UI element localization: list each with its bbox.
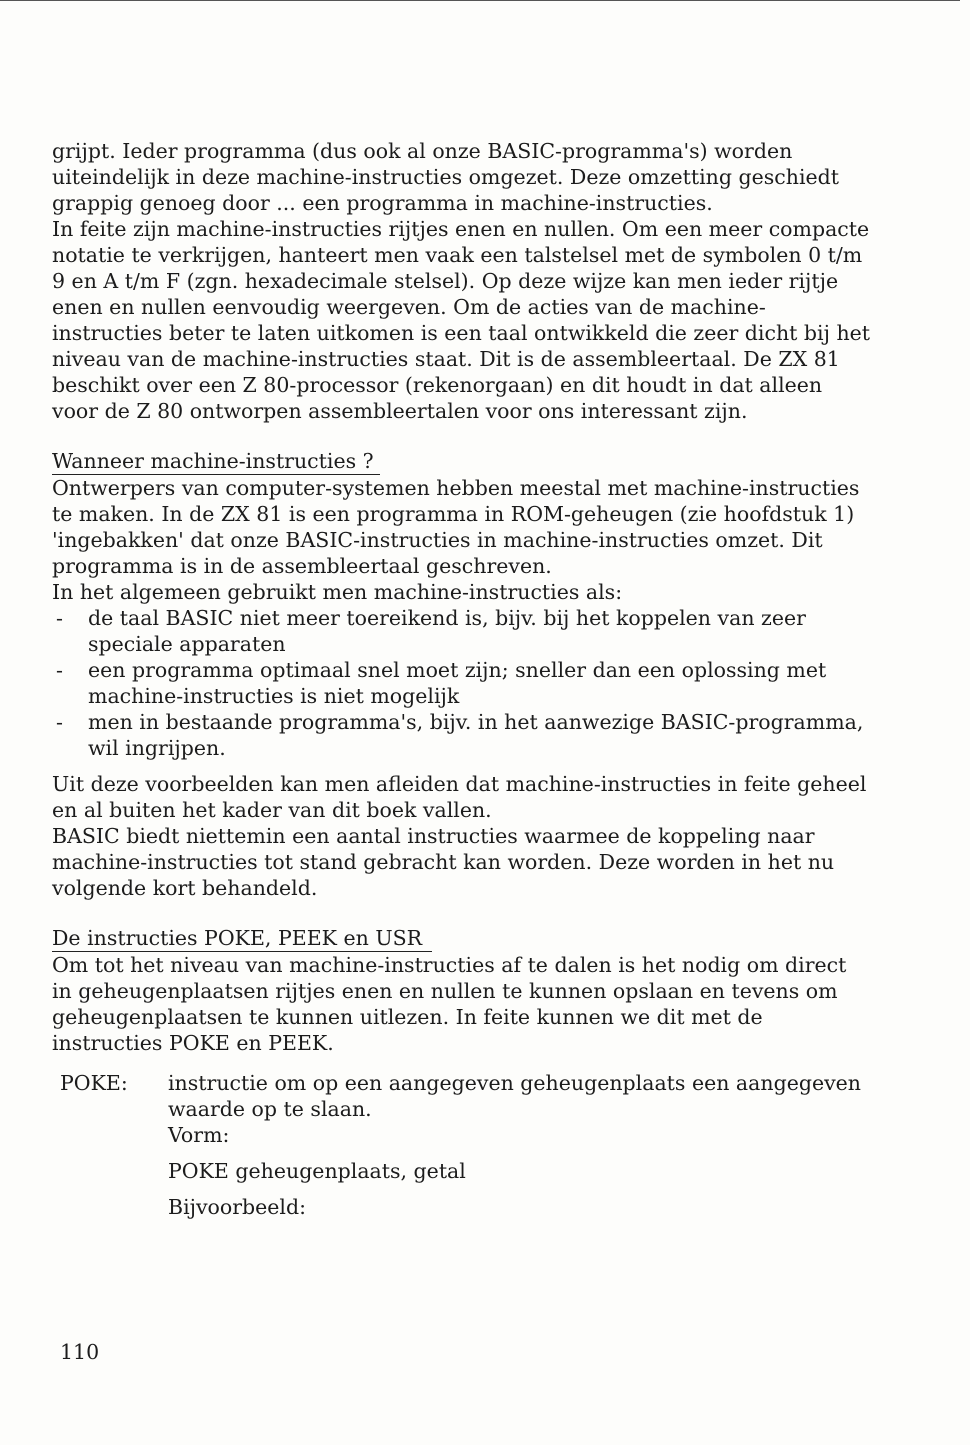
list-item: - de taal BASIC niet meer toereikend is, bijv. bij het koppelen van zeer speciale apparaten <box>56 606 806 656</box>
definition-term: POKE: <box>60 1071 128 1095</box>
section-heading-poke-peek-usr: De instructies POKE, PEEK en USR <box>52 925 432 952</box>
bullet-list <box>52 605 872 761</box>
definition-text: instructie om op een aangegeven geheugenplaats een aangegeven waarde op te slaan. <box>168 1071 861 1121</box>
form-label: Vorm: <box>168 1123 230 1147</box>
example-label: Bijvoorbeeld: <box>168 1195 307 1219</box>
paragraph: Om tot het niveau van machine-instructies af te dalen is het nodig om direct in geheugenplaatsen rijtjes enen en nullen te kunnen opslaan en tevens om geheugenplaatsen te kunnen uitlezen. In feite kunnen we dit met de instructies POKE en PEEK. <box>52 953 847 1055</box>
paragraph: grijpt. Ieder programma (dus ook al onze BASIC-programma's) worden uiteindelijk in deze machine-instructies omgezet. Deze omzetting geschiedt grappig genoeg door ... een programma in machine-instructies. <box>52 139 840 215</box>
list-item: - men in bestaande programma's, bijv. in het aanwezige BASIC-programma, wil ingrijpen. <box>56 710 864 760</box>
paragraph: In feite zijn machine-instructies rijtjes enen en nullen. Om een meer compacte notatie te verkrijgen, hanteert men vaak een talstelsel met de symbolen 0 t/m 9 en A t/m F (zgn. hexadecimale stelsel). Op deze wijze kan men ieder rijtje enen en nullen eenvoudig weergeven. Om de acties van de machine-instructies beter te laten uitkomen is een taal ontwikkeld die zeer dicht bij het niveau van de machine-instructies staat. Dit is de assembleertaal. De ZX 81 beschikt over een Z 80-processor (rekenorgaan) en dit houdt in dat alleen voor de Z 80 ontworpen assembleertalen voor ons interessant zijn. <box>52 217 871 423</box>
bullet-marker: - <box>56 710 63 734</box>
top-rule <box>0 0 960 1</box>
definition-poke <box>52 1070 872 1220</box>
form-syntax: POKE geheugenplaats, getal <box>168 1159 466 1183</box>
paragraph: BASIC biedt niettemin een aantal instructies waarmee de koppeling naar machine-instructies tot stand gebracht kan worden. Deze worden in het nu volgende kort behandeld. <box>52 824 835 900</box>
page-content <box>52 138 872 1220</box>
paragraph: Ontwerpers van computer-systemen hebben meestal met machine-instructies te maken. In de ZX 81 is een programma in ROM-geheugen (zie hoofdstuk 1) 'ingebakken' dat onze BASIC-instructies in machine-instructies omzet. Dit programma is in de assembleertaal geschreven. <box>52 476 860 578</box>
bullet-marker: - <box>56 606 63 630</box>
page-number: 110 <box>60 1340 100 1364</box>
bullet-marker: - <box>56 658 63 682</box>
list-item: - een programma optimaal snel moet zijn; sneller dan een oplossing met machine-instructies is niet mogelijk <box>56 658 827 708</box>
paragraph: In het algemeen gebruikt men machine-instructies als: <box>52 580 623 604</box>
paragraph: Uit deze voorbeelden kan men afleiden dat machine-instructies in feite geheel en al buiten het kader van dit boek vallen. <box>52 772 867 822</box>
definition-body <box>168 1070 872 1220</box>
section-heading-wanneer: Wanneer machine-instructies ? <box>52 448 380 475</box>
